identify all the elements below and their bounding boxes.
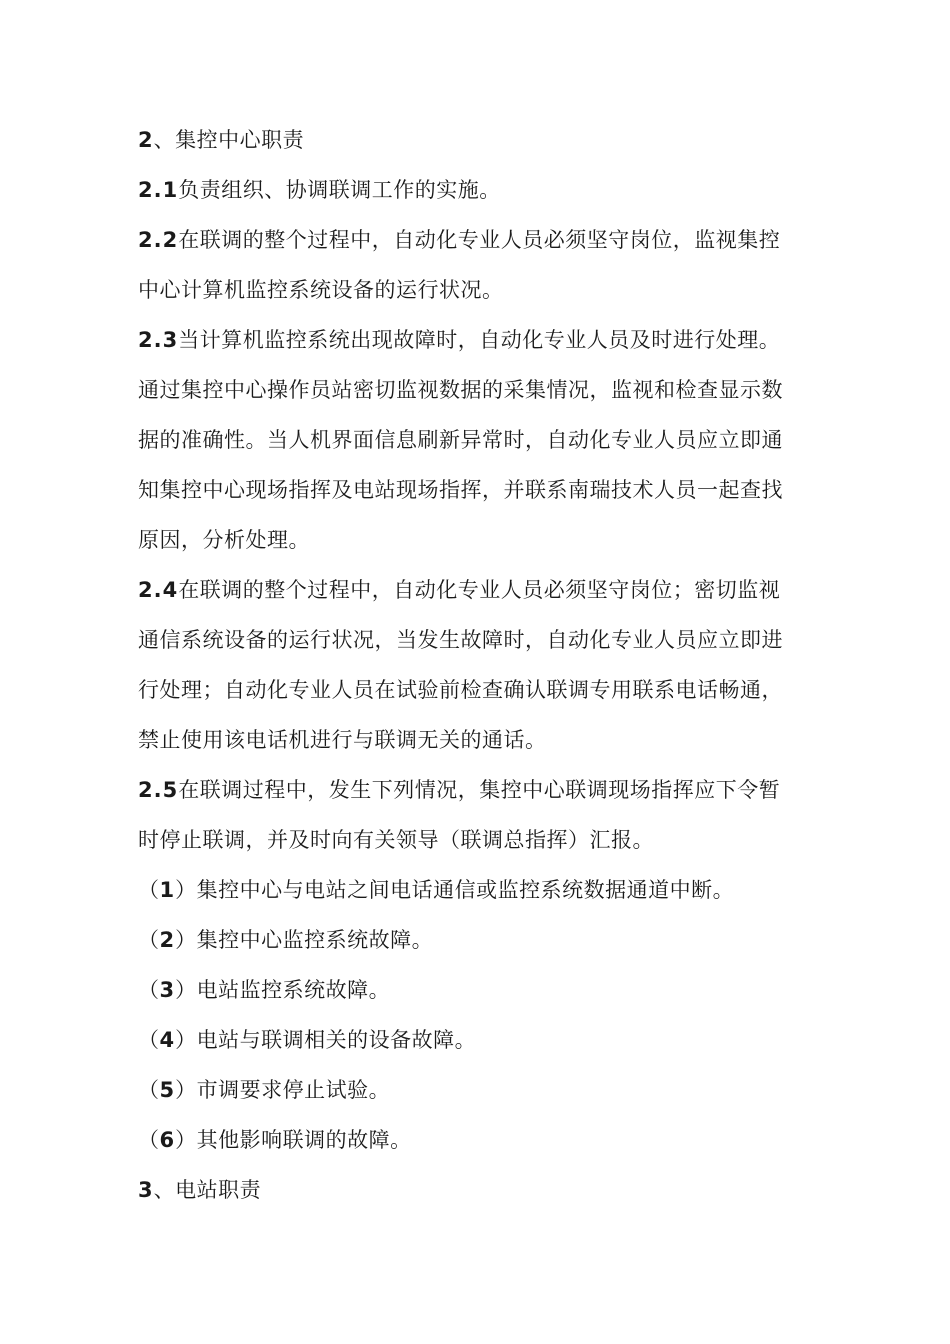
paragraph-2-1-line-1 — [138, 165, 818, 215]
document-body — [138, 115, 818, 1215]
heading-number: 3 — [138, 1178, 154, 1202]
list-number: 6 — [159, 1128, 176, 1152]
list-paren: （ — [138, 928, 160, 952]
paragraph-2-2-line-2: 中心计算机监控系统设备的运行状况。 — [138, 278, 504, 302]
paragraph-text: 在联调的整个过程中，自动化专业人员必须坚守岗位；密切监视 — [178, 578, 781, 602]
paragraph-2-3-line-2: 通过集控中心操作员站密切监视数据的采集情况，监视和检查显示数 — [138, 378, 783, 402]
paragraph-number: 2.1 — [138, 178, 179, 202]
list-text: ）集控中心与电站之间电话通信或监控系统数据通道中断。 — [175, 878, 735, 902]
list-number: 3 — [159, 978, 176, 1002]
paragraph-2-3-line-1 — [138, 315, 818, 365]
list-item — [138, 915, 818, 965]
paragraph-2-3-line-5: 原因，分析处理。 — [138, 528, 310, 552]
list-text: ）电站监控系统故障。 — [175, 978, 391, 1002]
paragraph-2-4-line-3: 行处理；自动化专业人员在试验前检查确认联调专用联系电话畅通， — [138, 678, 783, 702]
paragraph-text: 在联调的整个过程中，自动化专业人员必须坚守岗位，监视集控 — [178, 228, 781, 252]
list-item — [138, 865, 818, 915]
list-item — [138, 1015, 818, 1065]
paragraph-2-4-line-2: 通信系统设备的运行状况，当发生故障时，自动化专业人员应立即进 — [138, 628, 783, 652]
list-text: ）其他影响联调的故障。 — [175, 1128, 412, 1152]
paragraph-2-4-line-4: 禁止使用该电话机进行与联调无关的通话。 — [138, 728, 547, 752]
list-text: ）市调要求停止试验。 — [175, 1078, 391, 1102]
paragraph-text: 当计算机监控系统出现故障时，自动化专业人员及时进行处理。 — [178, 328, 781, 352]
paragraph-2-3-line-4: 知集控中心现场指挥及电站现场指挥，并联系南瑞技术人员一起查找 — [138, 478, 783, 502]
list-number: 1 — [159, 878, 176, 902]
list-text: ）集控中心监控系统故障。 — [175, 928, 434, 952]
list-item — [138, 1065, 818, 1115]
paragraph-2-3-line-3: 据的准确性。当人机界面信息刷新异常时，自动化专业人员应立即通 — [138, 428, 783, 452]
list-text: ）电站与联调相关的设备故障。 — [175, 1028, 477, 1052]
heading-text: 、电站职责 — [153, 1178, 262, 1202]
paragraph-number: 2.4 — [138, 578, 179, 602]
list-paren: （ — [138, 978, 160, 1002]
paragraph-text: 负责组织、协调联调工作的实施。 — [178, 178, 501, 202]
paragraph-number: 2.5 — [138, 778, 179, 802]
paragraph-2-5-line-2: 时停止联调，并及时向有关领导（联调总指挥）汇报。 — [138, 828, 654, 852]
paragraph-2-5-line-1 — [138, 765, 818, 815]
paragraph-2-4-line-1 — [138, 565, 818, 615]
list-number: 2 — [159, 928, 176, 952]
paragraph-2-2-line-1 — [138, 215, 818, 265]
list-paren: （ — [138, 1028, 160, 1052]
list-item — [138, 1115, 818, 1165]
heading-text: 、集控中心职责 — [153, 128, 305, 152]
paragraph-number: 2.3 — [138, 328, 179, 352]
list-number: 5 — [159, 1078, 176, 1102]
paragraph-text: 在联调过程中，发生下列情况，集控中心联调现场指挥应下令暂 — [178, 778, 781, 802]
list-paren: （ — [138, 878, 160, 902]
section-heading-3 — [138, 1165, 818, 1215]
heading-number: 2 — [138, 128, 154, 152]
paragraph-number: 2.2 — [138, 228, 179, 252]
list-paren: （ — [138, 1128, 160, 1152]
section-heading-2 — [138, 115, 818, 165]
list-item — [138, 965, 818, 1015]
list-number: 4 — [159, 1028, 176, 1052]
list-paren: （ — [138, 1078, 160, 1102]
